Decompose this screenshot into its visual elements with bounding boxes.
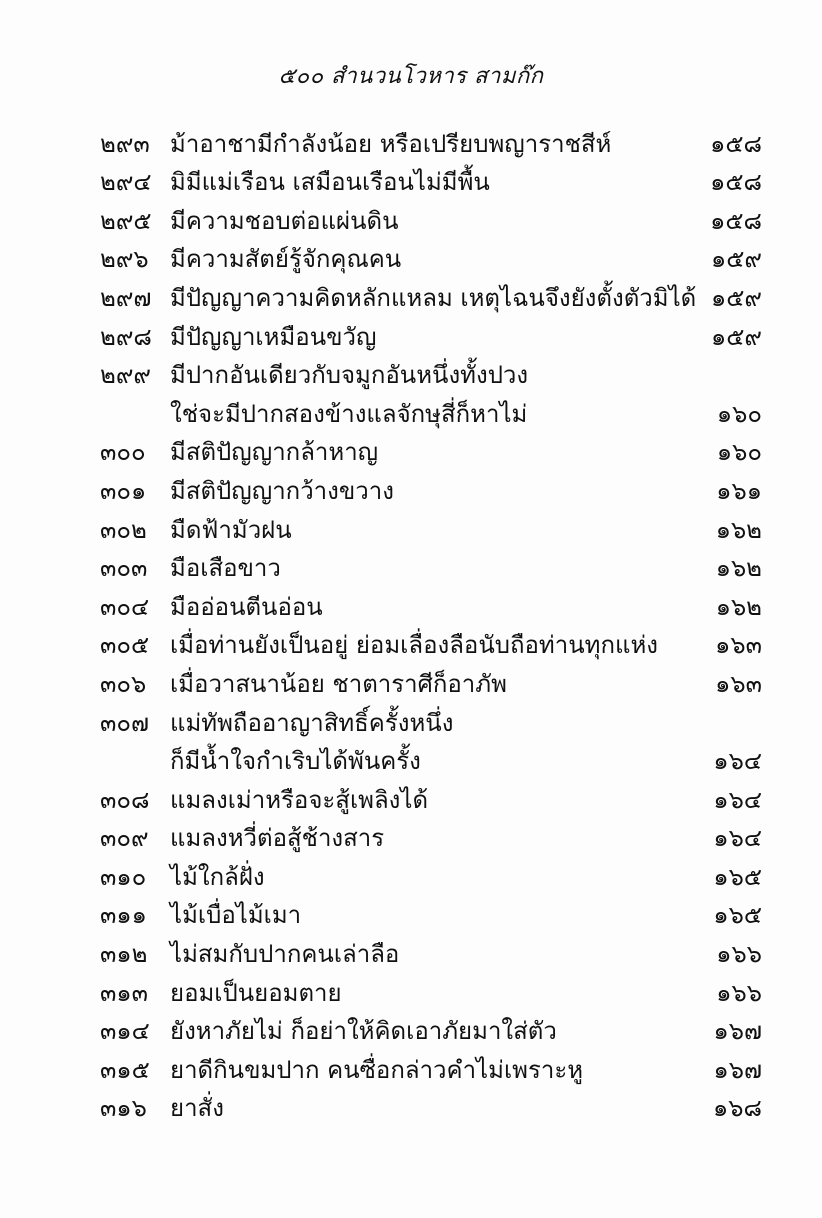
entry-title: มีความชอบต่อแผ่นดิน [170, 206, 399, 235]
entry-title: ยาสั่ง [170, 1094, 224, 1123]
entry-page: ๑๕๙ [711, 322, 762, 351]
entry-title: ใช่จะมีปากสองข้างแลจักษุสี่ก็หาไม่ [170, 399, 528, 428]
entry-number: ๓๑๖ [100, 1094, 147, 1123]
entry-title: มีปัญญาความคิดหลักแหลม เหตุไฉนจึงยังตั้งตัวมิได้ [170, 283, 697, 312]
entry-number: ๓๑๕ [100, 1055, 150, 1084]
entry-title: มืดฟ้ามัวฝน [170, 515, 292, 544]
entry-number: ๓๐๒ [100, 515, 147, 544]
toc-list [0, 130, 822, 1133]
entry-number: ๓๑๒ [100, 940, 148, 969]
entry-title: มีปากอันเดียวกับจมูกอันหนึ่งทั้งปวง [170, 361, 529, 390]
entry-page: ๑๕๘ [710, 206, 762, 235]
entry-page: ๑๖๕ [713, 901, 762, 930]
entry-page: ๑๖๒ [715, 515, 762, 544]
running-header: ๕๐๐ สำนวนโวหาร สามก๊ก [278, 64, 544, 89]
entry-page: ๑๖๐ [716, 438, 762, 467]
entry-number: ๒๙๖ [100, 245, 149, 274]
entry-page: ๑๖๖ [716, 940, 762, 969]
entry-title: มือเสือขาว [170, 554, 281, 583]
entry-page: ๑๖๒ [715, 592, 762, 621]
entry-number: ๒๙๓ [100, 129, 150, 158]
entry-number: ๒๙๔ [100, 168, 152, 197]
entry-title: ยอมเป็นยอมตาย [170, 978, 342, 1007]
entry-page: ๑๖๑ [716, 476, 762, 505]
entry-number: ๓๐๓ [100, 554, 148, 583]
entry-page: ๑๕๙ [711, 283, 762, 312]
entry-number: ๓๐๐ [100, 438, 146, 467]
entry-number: ๓๐๕ [100, 631, 150, 660]
entry-title: เมื่อท่านยังเป็นอยู่ ย่อมเลื่องลือนับถือท่านทุกแห่ง [170, 631, 658, 660]
entry-number: ๒๙๗ [100, 283, 152, 312]
entry-number: ๓๑๔ [100, 1017, 150, 1046]
entry-page: ๑๕๘ [710, 129, 762, 158]
entry-page: ๑๖๓ [715, 669, 762, 698]
entry-number: ๓๑๑ [100, 901, 147, 930]
entry-title: มีสติปัญญากล้าหาญ [170, 438, 379, 467]
entry-page: ๑๖๗ [713, 1017, 762, 1046]
entry-page: ๑๕๙ [711, 245, 762, 274]
entry-page: ๑๖๐ [716, 399, 762, 428]
entry-number: ๓๑๓ [100, 978, 149, 1007]
entry-page: ๑๖๔ [713, 747, 762, 776]
entry-title: ม้าอาชามีกำลังน้อย หรือเปรียบพญาราชสีห์ [170, 129, 612, 158]
entry-number: ๓๑๐ [100, 862, 147, 891]
entry-title: ก็มีน้ำใจกำเริบได้พันครั้ง [170, 747, 421, 776]
entry-title: แมลงหวี่ต่อสู้ช้างสาร [170, 824, 385, 853]
entry-title: มืออ่อนตีนอ่อน [170, 592, 323, 621]
entry-title: มีสติปัญญากว้างขวาง [170, 476, 394, 505]
entry-page: ๑๖๔ [713, 785, 762, 814]
entry-number: ๓๐๑ [100, 476, 147, 505]
entry-title: มีปัญญาเหมือนขวัญ [170, 322, 377, 351]
entry-title: ยาดีกินขมปาก คนซื่อกล่าวคำไม่เพราะหู [170, 1055, 584, 1084]
entry-title: แมลงเม่าหรือจะสู้เพลิงได้ [170, 785, 429, 814]
entry-page: ๑๕๘ [710, 168, 762, 197]
entry-page: ๑๖๘ [713, 1094, 762, 1123]
toc-row [0, 1095, 822, 1134]
entry-page: ๑๖๖ [716, 978, 762, 1007]
entry-number: ๓๐๔ [100, 592, 150, 621]
entry-number: ๓๐๖ [100, 669, 147, 698]
entry-title: มิมีแม่เรือน เสมือนเรือนไม่มีพื้น [170, 168, 490, 197]
entry-title: ไม้ใกล้ฝั่ง [170, 862, 265, 891]
entry-title: เมื่อวาสนาน้อย ชาตาราศีก็อาภัพ [170, 669, 507, 698]
entry-page: ๑๖๒ [715, 554, 762, 583]
entry-number: ๒๙๘ [100, 322, 152, 351]
entry-title: แม่ทัพถืออาญาสิทธิ์ครั้งหนึ่ง [170, 708, 454, 737]
entry-title: ไม่สมกับปากคนเล่าลือ [170, 940, 400, 969]
entry-title: ไม้เบื่อไม้เมา [170, 901, 302, 930]
entry-page: ๑๖๕ [713, 862, 762, 891]
entry-page: ๑๖๓ [715, 631, 762, 660]
entry-number: ๓๐๗ [100, 708, 150, 737]
entry-page: ๑๖๔ [713, 824, 762, 853]
entry-number: ๓๐๘ [100, 785, 150, 814]
entry-number: ๒๙๕ [100, 206, 152, 235]
entry-title: ยังหาภัยไม่ ก็อย่าให้คิดเอาภัยมาใส่ตัว [170, 1017, 557, 1046]
entry-number: ๓๐๙ [100, 824, 149, 853]
entry-title: มีความสัตย์รู้จักคุณคน [170, 245, 402, 274]
entry-page: ๑๖๗ [713, 1055, 762, 1084]
entry-number: ๒๙๙ [100, 361, 151, 390]
